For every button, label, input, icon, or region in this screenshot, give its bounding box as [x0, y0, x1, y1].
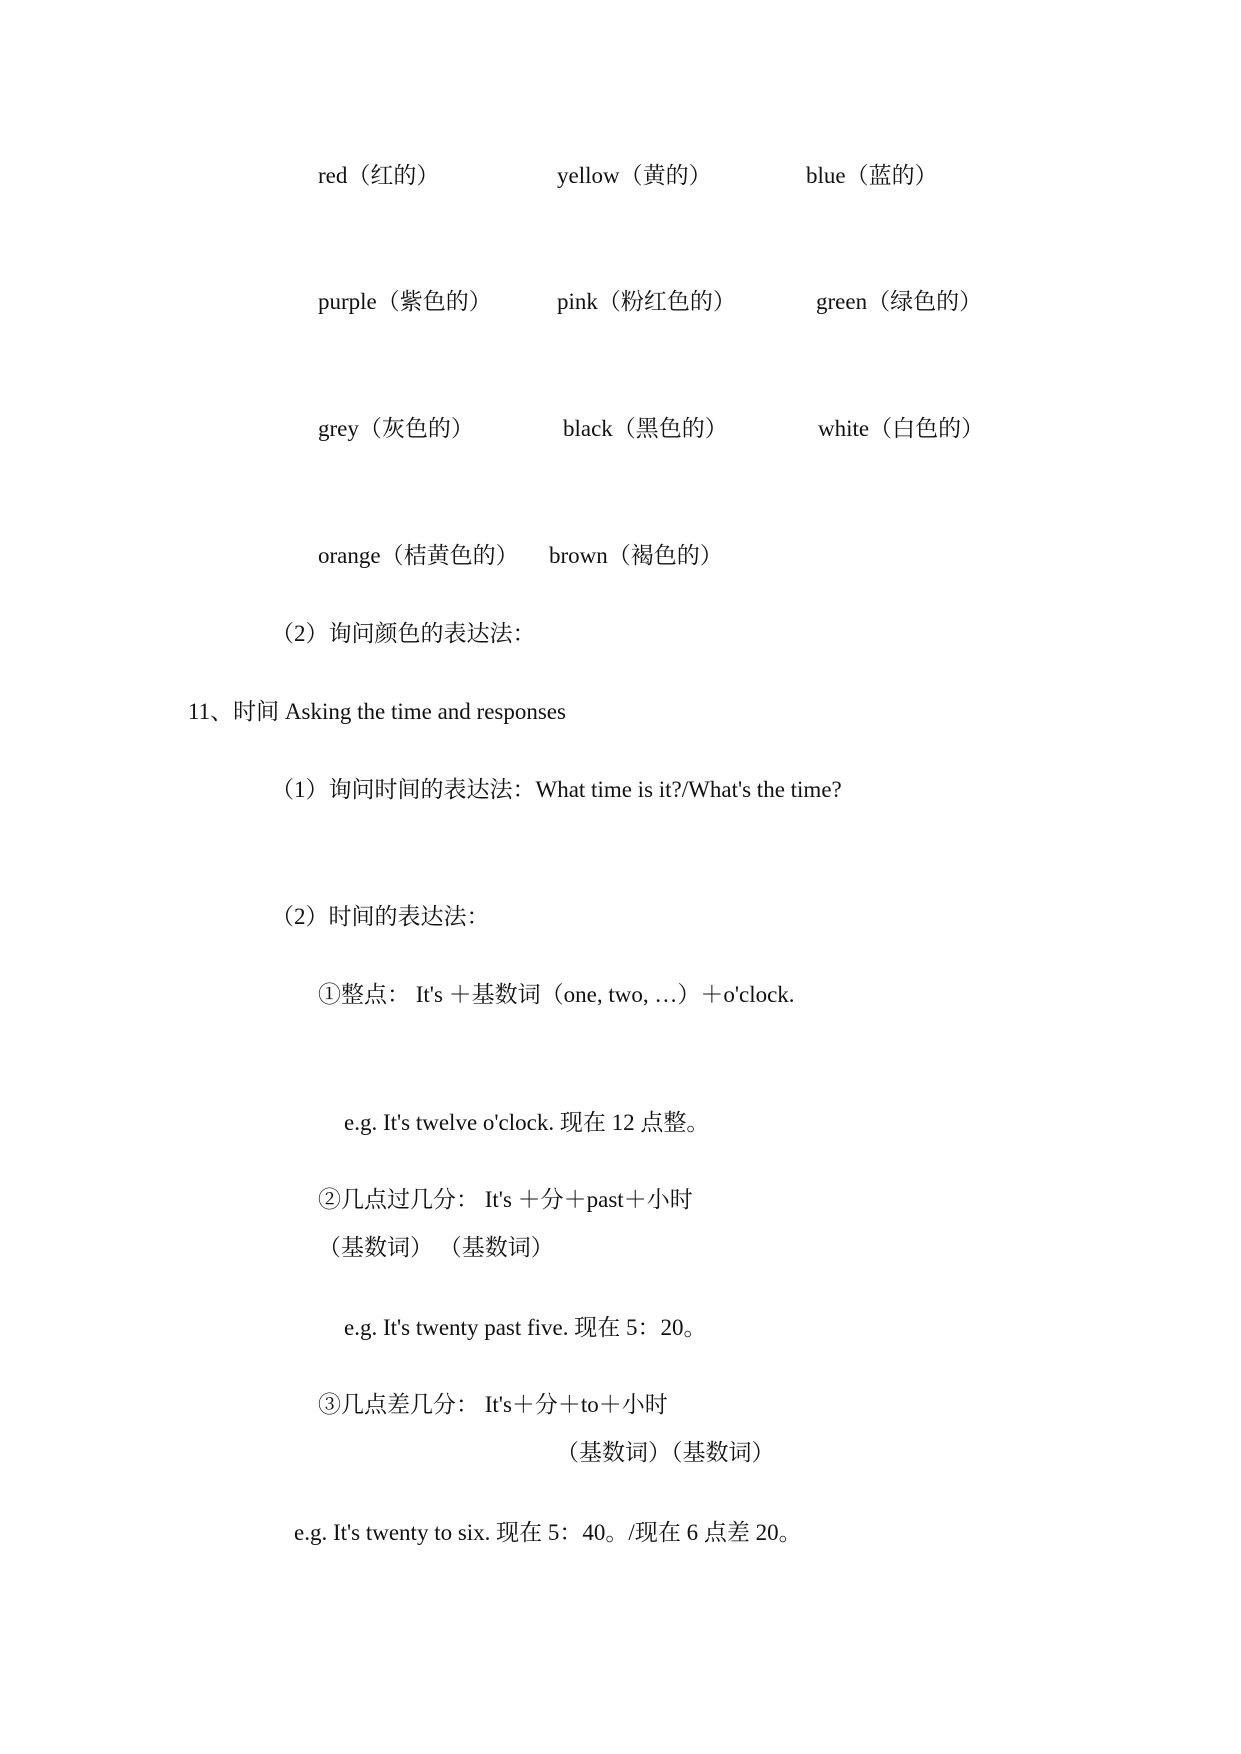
color-yellow: yellow（黄的）: [557, 163, 712, 188]
rule-past: ②几点过几分： It's ＋分＋past＋小时: [318, 1187, 693, 1212]
time-expression-heading: （2）时间的表达法：: [271, 904, 490, 929]
example-past: e.g. It's twenty past five. 现在 5：20。: [344, 1315, 707, 1340]
color-purple: purple（紫色的）: [318, 289, 492, 314]
example-to: e.g. It's twenty to six. 现在 5：40。/现在 6 点差 20。: [294, 1520, 802, 1545]
color-black: black（黑色的）: [563, 416, 728, 441]
rule-to-note: （基数词）（基数词）: [556, 1440, 775, 1465]
rule-to: ③几点差几分： It's＋分＋to＋小时: [318, 1392, 668, 1417]
example-oclock: e.g. It's twelve o'clock. 现在 12 点整。: [344, 1110, 710, 1135]
ask-color-heading: （2）询问颜色的表达法：: [271, 621, 536, 646]
color-white: white（白色的）: [818, 416, 985, 441]
color-pink: pink（粉红色的）: [557, 289, 736, 314]
section-11-heading: 11、时间 Asking the time and responses: [188, 699, 566, 724]
ask-time-line: （1）询问时间的表达法：What time is it?/What's the time?: [271, 777, 842, 802]
rule-past-note: （基数词） （基数词）: [318, 1235, 554, 1260]
color-red: red（红的）: [318, 163, 440, 188]
color-orange: orange（桔黄色的）: [318, 543, 519, 568]
rule-oclock: ①整点： It's ＋基数词（one, two, …）＋o'clock.: [318, 982, 795, 1007]
color-grey: grey（灰色的）: [318, 416, 474, 441]
color-brown: brown（褐色的）: [549, 543, 723, 568]
color-green: green（绿色的）: [816, 289, 983, 314]
color-blue: blue（蓝的）: [806, 163, 938, 188]
